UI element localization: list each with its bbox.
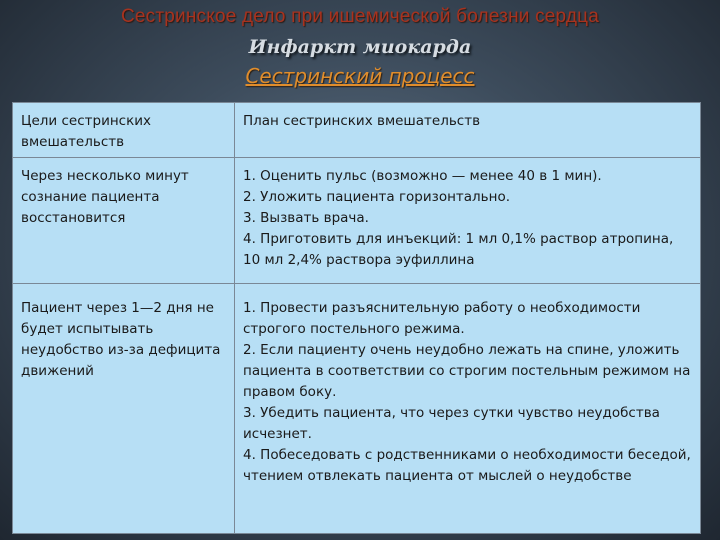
plan-step: 3. Вызвать врача. <box>243 210 369 226</box>
table-header-row <box>13 103 701 158</box>
plan-step: 2. Если пациенту очень неудобно лежать на спине, уложить пациента в соответствии со строгим постельным режимом на правом боку. <box>243 342 691 400</box>
header-goals: Цели сестринских вмешательств <box>13 103 235 158</box>
nursing-plan-table <box>12 102 701 534</box>
slide-subtitle: Инфаркт миокарда <box>248 36 472 58</box>
section-heading: Сестринский процесс <box>245 64 475 88</box>
plan-step: 3. Убедить пациента, что через сутки чувство неудобства исчезнет. <box>243 405 660 442</box>
table-row <box>13 158 701 284</box>
plan-cell <box>235 284 701 534</box>
plan-step: 4. Побеседовать с родственниками о необходимости беседой, чтением отвлекать пациента от мыслей о неудобстве <box>243 447 691 484</box>
header-plan: План сестринских вмешательств <box>235 103 701 158</box>
slide-title: Сестринское дело при ишемической болезни сердца <box>120 6 600 27</box>
goal-cell: Через несколько минут сознание пациента восстановится <box>13 158 235 284</box>
plan-step: 2. Уложить пациента горизонтально. <box>243 189 511 205</box>
plan-step: 1. Оценить пульс (возможно — менее 40 в 1 мин). <box>243 168 602 184</box>
plan-step: 1. Провести разъяснительную работу о необходимости строгого постельного режима. <box>243 300 641 337</box>
goal-cell: Пациент через 1—2 дня не будет испытывать неудобство из-за дефицита движений <box>13 284 235 534</box>
plan-step: 4. Приготовить для инъекций: 1 мл 0,1% раствор атропина, 10 мл 2,4% раствора эуфиллина <box>243 231 674 268</box>
table-row <box>13 284 701 534</box>
plan-cell <box>235 158 701 284</box>
